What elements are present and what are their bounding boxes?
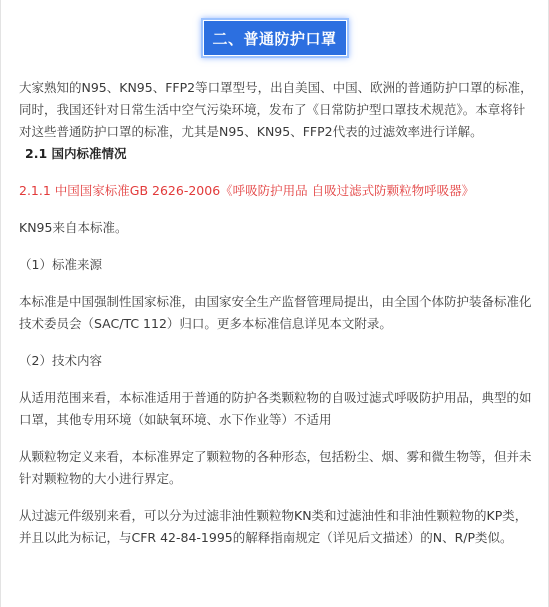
heading-2-1-1: 2.1.1 中国国家标准GB 2626-2006《呼吸防护用品 自吸过滤式防颗粒物呼吸器》 bbox=[19, 183, 475, 198]
kn95-note: KN95来自本标准。 bbox=[19, 220, 128, 235]
standard-source-paragraph: 本标准是中国强制性国家标准，由国家安全生产监督管理局提出，由全国个体防护装备标准化技术委员会（SAC/TC 112）归口。更多本标准信息详见本文附录。 bbox=[19, 294, 532, 331]
scope-paragraph: 从适用范围来看，本标准适用于普通的防护各类颗粒物的自吸过滤式呼吸防护用品，典型的如口罩，其他专用环境（如缺氧环境、水下作业等）不适用 bbox=[19, 390, 532, 427]
heading-2-1: 2.1 国内标准情况 bbox=[25, 146, 127, 161]
section-banner-container bbox=[1, 18, 548, 60]
subheading-standard-source: （1）标准来源 bbox=[19, 257, 102, 272]
subheading-technical-content: （2）技术内容 bbox=[19, 353, 102, 368]
particle-definition-paragraph: 从颗粒物定义来看，本标准界定了颗粒物的各种形态，包括粉尘、烟、雾和微生物等，但并未针对颗粒物的大小进行界定。 bbox=[19, 449, 532, 486]
section-title-banner: 二、普通防护口罩 bbox=[201, 18, 349, 58]
article-body bbox=[19, 77, 534, 549]
intro-paragraph: 大家熟知的N95、KN95、FFP2等口罩型号，出自美国、中国、欧洲的普通防护口罩的标准，同时，我国还针对日常生活中空气污染环境，发布了《日常防护型口罩技术规范》。本章将针对这些普通防护口罩的标准，尤其是N95、KN95、FFP2代表的过滤效率进行详解。 bbox=[19, 80, 533, 139]
filter-level-paragraph: 从过滤元件级别来看，可以分为过滤非油性颗粒物KN类和过滤油性和非油性颗粒物的KP类，并且以此为标记，与CFR 42-84-1995的解释指南规定（详见后文描述）的N、R/P类似。 bbox=[19, 508, 528, 545]
